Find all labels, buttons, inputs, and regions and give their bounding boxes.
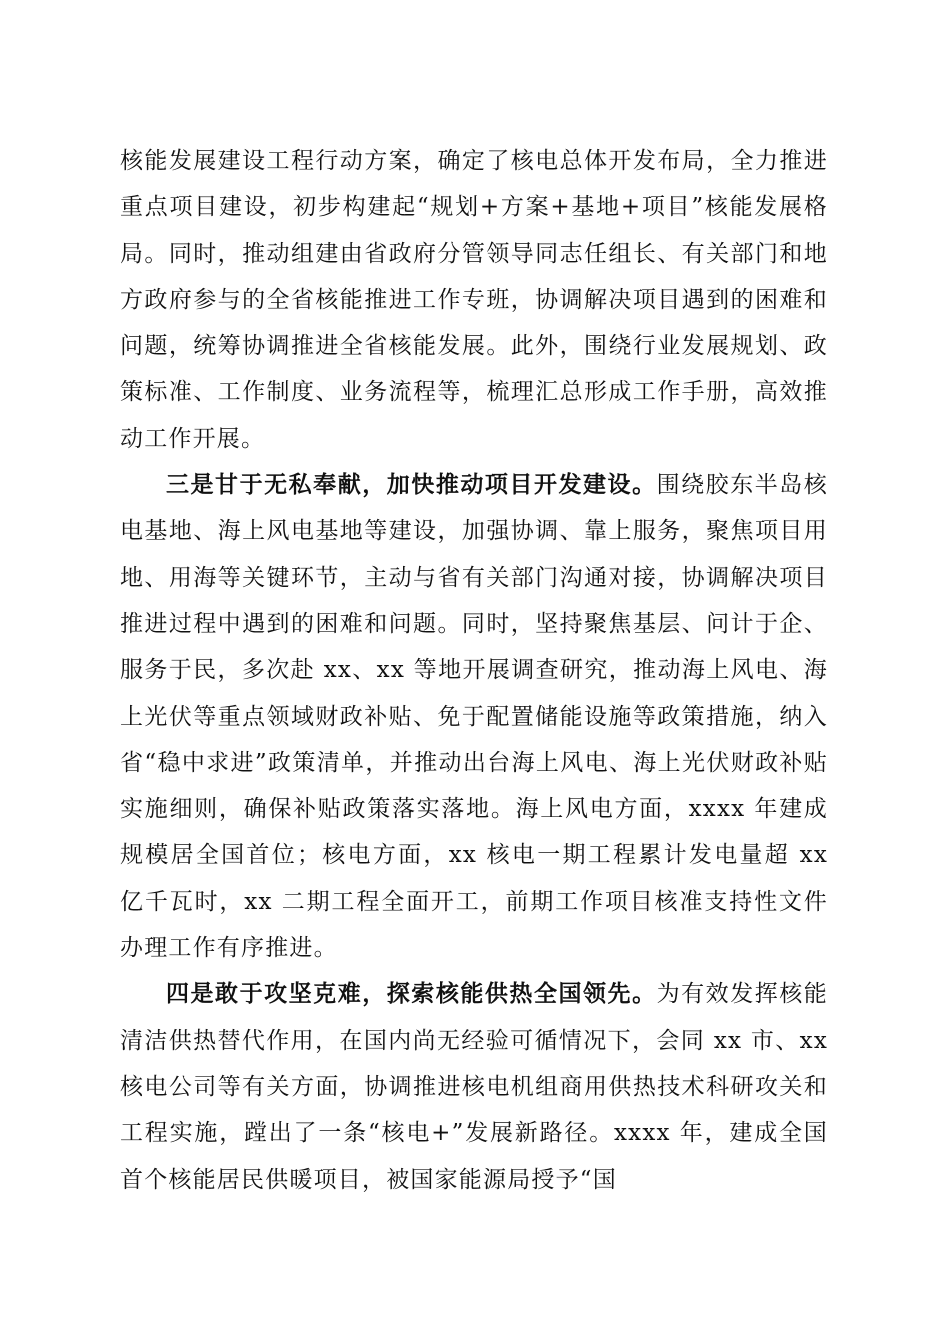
paragraph-text: 围绕胶东半岛核电基地、海上风电基地等建设，加强协调、靠上服务，聚焦项目用地、用海等关键环节，主动与省有关部门沟通对接，协调解决项目推进过程中遇到的困难和问题。同时，坚持聚焦基层、问计于企、服务于民，多次赴 xx、xx 等地开展调查研究，推动海上风电、海上光伏等重点领域财政补贴、免于配置储能设施等政策措施，纳入省“稳中求进”政策清单，并推动出台海上风电、海上光伏财政补贴实施细则，确保补贴政策落实落地。海上风电方面，xxxx 年建成规模居全国首位；核电方面，xx 核电一期工程累计发电量超 xx 亿千瓦时，xx 二期工程全面开工，前期工作项目核准支持性文件办理工作有序推进。 [120,472,829,962]
document-body [120,138,828,1203]
paragraph-continuation [120,138,828,462]
paragraph-point-four [120,971,828,1202]
paragraph-text: 核能发展建设工程行动方案，确定了核电总体开发布局，全力推进重点项目建设，初步构建起“规划+方案+基地+项目”核能发展格局。同时，推动组建由省政府分管领导同志任组长、有关部门和地方政府参与的全省核能推进工作专班，协调解决项目遇到的困难和问题，统筹协调推进全省核能发展。此外，围绕行业发展规划、政策标准、工作制度、业务流程等，梳理汇总形成工作手册，高效推动工作开展。 [120,148,828,452]
paragraph-heading: 三是甘于无私奉献，加快推动项目开发建设。 [166,471,657,499]
paragraph-text: 为有效发挥核能清洁供热替代作用，在国内尚无经验可循情况下，会同 xx 市、xx 核电公司等有关方面，协调推进核电机组商用供热技术科研攻关和工程实施，蹚出了一条“核电+”发展新路径。xxxx 年，建成全国首个核能居民供暖项目，被国家能源局授予“国 [120,981,829,1193]
paragraph-heading: 四是敢于攻坚克难，探索核能供热全国领先。 [166,980,657,1008]
paragraph-point-three [120,462,828,971]
